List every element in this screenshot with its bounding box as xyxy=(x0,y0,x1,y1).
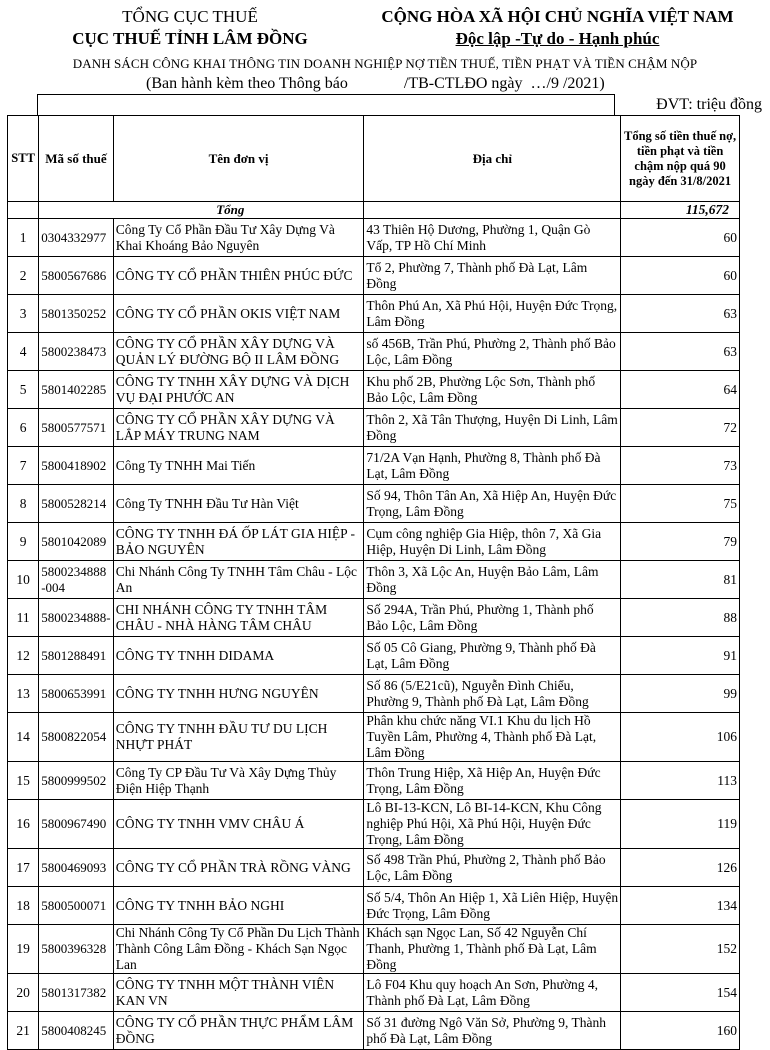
table-row xyxy=(8,257,740,295)
debtor-table xyxy=(7,115,740,1050)
row-amount: 79 xyxy=(621,523,740,561)
row-tax-code: 5800234888 -004 xyxy=(39,561,114,599)
row-stt: 9 xyxy=(8,523,39,561)
row-stt: 14 xyxy=(8,713,39,762)
table-row xyxy=(8,713,740,762)
table-row xyxy=(8,800,740,849)
table-row xyxy=(8,409,740,447)
row-tax-code: 5800822054 xyxy=(39,713,114,762)
row-name: CÔNG TY TNHH VMV CHÂU Á xyxy=(113,800,364,849)
blank-header-row xyxy=(37,94,615,115)
row-tax-code: 5800967490 xyxy=(39,800,114,849)
row-stt: 21 xyxy=(8,1012,39,1050)
row-name: Công Ty Cổ Phần Đầu Tư Xây Dựng Và Khai Khoáng Bảo Nguyên xyxy=(113,219,364,257)
col-tax-code: Mã số thuế xyxy=(39,116,114,202)
row-tax-code: 5800234888- xyxy=(39,599,114,637)
row-tax-code: 5801402285 xyxy=(39,371,114,409)
row-name: CÔNG TY TNHH ĐẦU TƯ DU LỊCH NHỰT PHÁT xyxy=(113,713,364,762)
row-name: CÔNG TY CỔ PHẦN XÂY DỰNG VÀ QUẢN LÝ ĐƯỜNG BỘ II LÂM ĐỒNG xyxy=(113,333,364,371)
row-address: Tổ 2, Phường 7, Thành phố Đà Lạt, Lâm Đồng xyxy=(364,257,621,295)
row-address: Khu phố 2B, Phường Lộc Sơn, Thành phố Bảo Lộc, Lâm Đồng xyxy=(364,371,621,409)
row-name: CÔNG TY CỔ PHẦN XÂY DỰNG VÀ LẮP MÁY TRUNG NAM xyxy=(113,409,364,447)
row-tax-code: 5800469093 xyxy=(39,849,114,887)
total-row xyxy=(8,202,740,219)
row-stt: 7 xyxy=(8,447,39,485)
row-address: Số 94, Thôn Tân An, Xã Hiệp An, Huyện Đức Trọng, Lâm Đồng xyxy=(364,485,621,523)
agency-header xyxy=(40,6,340,50)
table-row xyxy=(8,447,740,485)
row-address: 71/2A Vạn Hạnh, Phường 8, Thành phố Đà Lạt, Lâm Đồng xyxy=(364,447,621,485)
col-address: Địa chỉ xyxy=(364,116,621,202)
row-stt: 19 xyxy=(8,925,39,974)
row-address: Số 31 đường Ngô Văn Sở, Phường 9, Thành phố Đà Lạt, Lâm Đồng xyxy=(364,1012,621,1050)
row-address: Thôn 3, Xã Lộc An, Huyện Bảo Lâm, Lâm Đồng xyxy=(364,561,621,599)
col-name: Tên đơn vị xyxy=(113,116,364,202)
row-amount: 63 xyxy=(621,295,740,333)
row-amount: 160 xyxy=(621,1012,740,1050)
table-row xyxy=(8,219,740,257)
row-amount: 113 xyxy=(621,762,740,800)
table-row xyxy=(8,485,740,523)
row-tax-code: 5800528214 xyxy=(39,485,114,523)
row-name: CHI NHÁNH CÔNG TY TNHH TÂM CHÂU - NHÀ HÀNG TÂM CHÂU xyxy=(113,599,364,637)
row-tax-code: 5801042089 xyxy=(39,523,114,561)
row-tax-code: 5800396328 xyxy=(39,925,114,974)
row-amount: 91 xyxy=(621,637,740,675)
unit-label: ĐVT: triệu đồng xyxy=(656,96,762,113)
row-name: Chi Nhánh Công Ty Cổ Phần Du Lịch Thành Thành Công Lâm Đồng - Khách Sạn Ngọc Lan xyxy=(113,925,364,974)
row-stt: 11 xyxy=(8,599,39,637)
row-stt: 2 xyxy=(8,257,39,295)
row-tax-code: 5801288491 xyxy=(39,637,114,675)
agency-name: CỤC THUẾ TỈNH LÂM ĐỒNG xyxy=(72,29,308,48)
row-address: Thôn 2, Xã Tân Thượng, Huyện Di Linh, Lâm Đồng xyxy=(364,409,621,447)
row-tax-code: 5800408245 xyxy=(39,1012,114,1050)
row-stt: 6 xyxy=(8,409,39,447)
row-address: Số 5/4, Thôn An Hiệp 1, Xã Liên Hiệp, Huyện Đức Trọng, Lâm Đồng xyxy=(364,887,621,925)
row-amount: 106 xyxy=(621,713,740,762)
row-stt: 4 xyxy=(8,333,39,371)
row-tax-code: 5801317382 xyxy=(39,974,114,1012)
document-subtitle: (Ban hành kèm theo Thông báo /TB-CTLĐO ngày …/9 /2021) xyxy=(146,75,605,92)
row-name: CÔNG TY CỔ PHẦN TRÀ RỒNG VÀNG xyxy=(113,849,364,887)
row-amount: 81 xyxy=(621,561,740,599)
row-amount: 60 xyxy=(621,257,740,295)
row-stt: 15 xyxy=(8,762,39,800)
row-tax-code: 5800999502 xyxy=(39,762,114,800)
total-value: 115,672 xyxy=(621,202,740,219)
table-row xyxy=(8,599,740,637)
row-stt: 10 xyxy=(8,561,39,599)
row-address: Số 86 (5/E21cũ), Nguyễn Đình Chiểu, Phường 9, Thành phố Đà Lạt, Lâm Đồng xyxy=(364,675,621,713)
table-row xyxy=(8,295,740,333)
table-row xyxy=(8,762,740,800)
table-header-row xyxy=(8,116,740,202)
row-stt: 16 xyxy=(8,800,39,849)
total-label: Tổng xyxy=(39,202,364,219)
row-stt: 3 xyxy=(8,295,39,333)
document-title: DANH SÁCH CÔNG KHAI THÔNG TIN DOANH NGHIỆP NỢ TIỀN THUẾ, TIỀN PHẠT VÀ TIỀN CHẬM NỘP xyxy=(72,56,698,71)
row-name: CÔNG TY CỔ PHẦN THIÊN PHÚC ĐỨC xyxy=(113,257,364,295)
row-amount: 88 xyxy=(621,599,740,637)
parent-agency: TỔNG CỤC THUẾ xyxy=(122,7,258,26)
row-amount: 72 xyxy=(621,409,740,447)
row-tax-code: 0304332977 xyxy=(39,219,114,257)
row-address: Thôn Trung Hiệp, Xã Hiệp An, Huyện Đức Trọng, Lâm Đồng xyxy=(364,762,621,800)
table-row xyxy=(8,333,740,371)
table-row xyxy=(8,887,740,925)
national-header xyxy=(360,6,755,50)
row-tax-code: 5801350252 xyxy=(39,295,114,333)
row-amount: 119 xyxy=(621,800,740,849)
national-motto: Độc lập -Tự do - Hạnh phúc xyxy=(455,29,660,48)
row-stt: 12 xyxy=(8,637,39,675)
row-stt: 13 xyxy=(8,675,39,713)
col-amount: Tổng số tiền thuế nợ, tiền phạt và tiền chậm nộp quá 90 ngày đến 31/8/2021 xyxy=(621,116,740,202)
row-stt: 20 xyxy=(8,974,39,1012)
row-address: Phân khu chức năng VI.1 Khu du lịch Hồ Tuyền Lâm, Phường 4, Thành phố Đà Lạt, Lâm Đồng xyxy=(364,713,621,762)
table-row xyxy=(8,1012,740,1050)
row-name: CÔNG TY CỔ PHẦN THỰC PHẨM LÂM ĐỒNG xyxy=(113,1012,364,1050)
row-stt: 5 xyxy=(8,371,39,409)
table-row xyxy=(8,523,740,561)
row-name: Chi Nhánh Công Ty TNHH Tâm Châu - Lộc An xyxy=(113,561,364,599)
row-amount: 75 xyxy=(621,485,740,523)
row-stt: 1 xyxy=(8,219,39,257)
row-amount: 64 xyxy=(621,371,740,409)
row-address: Thôn Phú An, Xã Phú Hội, Huyện Đức Trọng, Lâm Đồng xyxy=(364,295,621,333)
row-address: 43 Thiên Hộ Dương, Phường 1, Quận Gò Vấp, TP Hồ Chí Minh xyxy=(364,219,621,257)
row-address: Lô BI-13-KCN, Lô BI-14-KCN, Khu Công nghiệp Phú Hội, Xã Phú Hội, Huyện Đức Trọng, Lâm Đồng xyxy=(364,800,621,849)
row-name: Công Ty CP Đầu Tư Và Xây Dựng Thủy Điện Hiệp Thạnh xyxy=(113,762,364,800)
col-stt: STT xyxy=(8,116,39,202)
row-amount: 126 xyxy=(621,849,740,887)
row-name: CÔNG TY TNHH ĐÁ ỐP LÁT GIA HIỆP - BẢO NGUYÊN xyxy=(113,523,364,561)
row-name: CÔNG TY TNHH MỘT THÀNH VIÊN KAN VN xyxy=(113,974,364,1012)
row-amount: 99 xyxy=(621,675,740,713)
table-row xyxy=(8,974,740,1012)
row-name: CÔNG TY CỔ PHẦN OKIS VIỆT NAM xyxy=(113,295,364,333)
row-address: Số 498 Trần Phú, Phường 2, Thành phố Bảo Lộc, Lâm Đồng xyxy=(364,849,621,887)
row-stt: 17 xyxy=(8,849,39,887)
table-row xyxy=(8,675,740,713)
row-amount: 60 xyxy=(621,219,740,257)
row-amount: 152 xyxy=(621,925,740,974)
row-tax-code: 5800500071 xyxy=(39,887,114,925)
row-amount: 154 xyxy=(621,974,740,1012)
row-tax-code: 5800653991 xyxy=(39,675,114,713)
row-address: Lô F04 Khu quy hoạch An Sơn, Phường 4, Thành phố Đà Lạt, Lâm Đồng xyxy=(364,974,621,1012)
row-amount: 134 xyxy=(621,887,740,925)
row-tax-code: 5800577571 xyxy=(39,409,114,447)
row-amount: 73 xyxy=(621,447,740,485)
row-address: Cụm công nghiệp Gia Hiệp, thôn 7, Xã Gia Hiệp, Huyện Di Linh, Lâm Đồng xyxy=(364,523,621,561)
row-address: Số 05 Cô Giang, Phường 9, Thành phố Đà Lạt, Lâm Đồng xyxy=(364,637,621,675)
row-address: Số 294A, Trần Phú, Phường 1, Thành phố Bảo Lộc, Lâm Đồng xyxy=(364,599,621,637)
row-stt: 8 xyxy=(8,485,39,523)
table-row xyxy=(8,561,740,599)
row-name: CÔNG TY TNHH XÂY DỰNG VÀ DỊCH VỤ ĐẠI PHƯỚC AN xyxy=(113,371,364,409)
table-row xyxy=(8,925,740,974)
row-name: Công Ty TNHH Đầu Tư Hàn Việt xyxy=(113,485,364,523)
row-address: Khách sạn Ngọc Lan, Số 42 Nguyễn Chí Thanh, Phường 1, Thành phố Đà Lạt, Lâm Đồng xyxy=(364,925,621,974)
row-name: CÔNG TY TNHH HƯNG NGUYÊN xyxy=(113,675,364,713)
national-title: CỘNG HÒA XÃ HỘI CHỦ NGHĨA VIỆT NAM xyxy=(381,7,734,26)
row-name: CÔNG TY TNHH DIDAMA xyxy=(113,637,364,675)
row-name: CÔNG TY TNHH BẢO NGHI xyxy=(113,887,364,925)
row-name: Công Ty TNHH Mai Tiến xyxy=(113,447,364,485)
table-row xyxy=(8,637,740,675)
table-row xyxy=(8,849,740,887)
row-tax-code: 5800238473 xyxy=(39,333,114,371)
row-address: số 456B, Trần Phú, Phường 2, Thành phố Bảo Lộc, Lâm Đồng xyxy=(364,333,621,371)
row-stt: 18 xyxy=(8,887,39,925)
table-row xyxy=(8,371,740,409)
row-amount: 63 xyxy=(621,333,740,371)
row-tax-code: 5800418902 xyxy=(39,447,114,485)
row-tax-code: 5800567686 xyxy=(39,257,114,295)
